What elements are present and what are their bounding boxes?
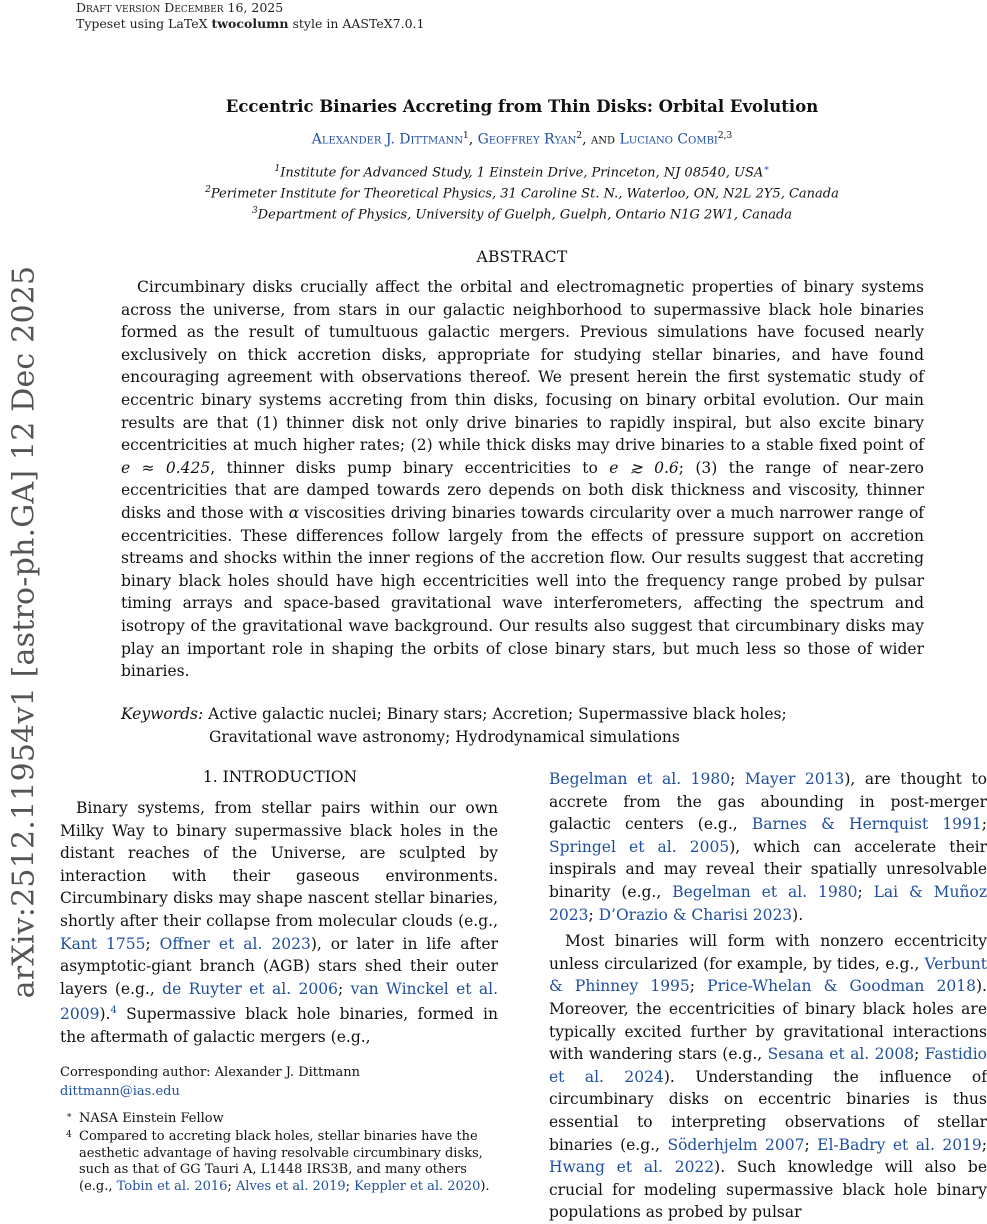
keywords-line: Active galactic nuclei; Binary stars; Accretion; Supermassive black holes; — [208, 705, 787, 723]
latex-logo: LaTeX — [168, 16, 208, 31]
citation-link[interactable]: Tobin et al. 2016 — [116, 1178, 228, 1194]
paragraph: Binary systems, from stellar pairs within our own Milky Way to binary supermassive black holes in the distant reaches of the Universe, are sculpted by interaction with their gaseous environments. Circumbinary disks may shape nascent stellar binaries, shortly after their collapse from molecular clouds (e.g., Kant 1755; Offner et al. 2023), or later in life after asymptotic-giant branch (AGB) stars shed their outer layers (e.g., de Ruyter et al. 2006; van Winckel et al. 2009).$^4$ Supermassive black hole binaries, formed in the aftermath of galactic mergers (e.g., — [60, 799, 499, 1047]
affiliation: $^1$Institute for Advanced Study, 1 Einstein Drive, Princeton, NJ 08540, USA∗ — [274, 164, 770, 181]
typeset-line: Typeset using LaTeX twocolumn style in AASTeX7.0.1 — [76, 16, 425, 31]
author-link[interactable]: Luciano Combi — [619, 131, 718, 148]
author-list: Alexander J. Dittmann$^1$, Geoffrey Ryan$^2$, and Luciano Combi$^{2,3}$ — [311, 131, 733, 148]
citation-link[interactable]: de Ruyter et al. 2006 — [162, 979, 338, 998]
math-inline: e ≈ 0.425 — [121, 458, 211, 477]
citation-link[interactable]: Mayer 2013 — [744, 770, 845, 788]
paragraph: Most binaries will form with nonzero eccentricity unless circularized (for example, by tides, e.g., Verbunt & Phinney 1995; Price-Whelan & Goodman 2018). Moreover, the eccentricities of binary black holes are typically excited further by gravitational interactions with wandering stars (e.g., Sesana et al. 2008; Fastidio et al. 2024). Understanding the influence of circumbinary disks on eccentric binaries is thus essential to interpreting observations of stellar binaries (e.g., Söderhjelm 2007; El-Badry et al. 2019; Hwang et al. 2022). Such knowledge will also be crucial for modeling supermassive black hole binary populations as probed by pulsar — [549, 932, 987, 1222]
affiliation: $^2$Perimeter Institute for Theoretical Physics, 31 Caroline St. N., Waterloo, ON, N2L 2Y5, Canada — [205, 185, 839, 202]
corresponding-author: Corresponding author: Alexander J. Dittmann — [60, 1065, 361, 1080]
citation-link[interactable]: Fastidio et al. 2024 — [549, 1045, 987, 1086]
math-inline: α — [288, 503, 300, 522]
footnotes — [60, 1063, 500, 1195]
arxiv-stamp — [2, 262, 46, 1002]
citation-link[interactable]: Lai & Muñoz 2023 — [549, 882, 987, 924]
citation-link[interactable]: Sesana et al. 2008 — [767, 1045, 915, 1064]
citation-link[interactable]: Price-Whelan & Goodman 2018 — [707, 977, 976, 996]
draft-version: Draft version December 16, 2025 — [76, 0, 284, 15]
citation-link[interactable]: Offner et al. 2023 — [159, 934, 311, 953]
citation-link[interactable]: Söderhjelm 2007 — [667, 1135, 805, 1154]
author-email-link[interactable]: dittmann@ias.edu — [60, 1084, 180, 1099]
citation-link[interactable]: Kant 1755 — [60, 934, 146, 953]
citation-link[interactable]: Barnes & Hernquist 1991 — [751, 815, 982, 834]
citation-link[interactable]: Begelman et al. 1980 — [672, 882, 858, 901]
keywords-line: Gravitational wave astronomy; Hydrodynamical simulations — [209, 727, 680, 746]
citation-link[interactable]: Hwang et al. 2022 — [549, 1158, 715, 1177]
citation-link[interactable]: Springel et al. 2005 — [549, 837, 730, 856]
section-heading: 1. INTRODUCTION — [202, 768, 358, 786]
citation-link[interactable]: Begelman et al. 1980 — [549, 770, 731, 788]
author-link[interactable]: Geoffrey Ryan — [477, 131, 577, 148]
running-header — [76, 0, 424, 32]
affiliation: $^3$Department of Physics, University of Guelph, Guelph, Ontario N1G 2W1, Canada — [251, 206, 793, 223]
citation-link[interactable]: El-Badry et al. 2019 — [817, 1135, 982, 1154]
right-column — [549, 768, 987, 1224]
fellow-footnote-link[interactable]: ∗ — [763, 164, 770, 174]
paper-title: Eccentric Binaries Accreting from Thin Disks: Orbital Evolution — [225, 97, 819, 116]
citation-link[interactable]: D’Orazio & Charisi 2023 — [598, 905, 793, 924]
author-link[interactable]: Alexander J. Dittmann — [311, 131, 463, 148]
abstract-heading: ABSTRACT — [476, 248, 568, 266]
arxiv-stamp-text: arXiv:2512.11954v1 [astro-ph.GA] 12 Dec 2025 — [6, 265, 42, 999]
footnote-link[interactable]: 4 — [110, 1005, 117, 1017]
left-column — [60, 797, 498, 1049]
paragraph-continued: Begelman et al. 1980; Mayer 2013), are thought to accrete from the gas abounding in post-merger galactic centers (e.g., Barnes & Hernquist 1991; Springel et al. 2005), which can accelerate their inspirals and may reveal their spatially unresolvable binarity (e.g., Begelman et al. 1980; Lai & Muñoz 2023; D’Orazio & Charisi 2023). — [549, 770, 987, 924]
keywords-block — [121, 703, 787, 748]
footnote-fellow: ∗ NASA Einstein Fellow — [66, 1111, 224, 1126]
math-inline: e ≳ 0.6 — [609, 458, 679, 477]
keywords-label: Keywords: — [121, 705, 204, 723]
citation-link[interactable]: Alves et al. 2019 — [235, 1178, 346, 1194]
citation-link[interactable]: Verbunt & Phinney 1995 — [549, 954, 987, 996]
abstract-body: Circumbinary disks crucially affect the orbital and electromagnetic properties of binary systems across the universe, from stars in our galactic neighborhood to supermassive black hole binaries formed as the result of tumultuous galactic mergers. Previous simulations have focused nearly exclusively on thick accretion disks, appropriate for studying stellar binaries, and have found encouraging agreement with observations thereof. We present herein the first systematic study of eccentric binary systems accreting from thin disks, focusing on binary orbital evolution. Our main results are that (1) thinner disk not only drive binaries to rapidly inspiral, but also excite binary eccentricities at much higher rates; (2) while thick disks may drive binaries to a stable fixed point of e ≈ 0.425, thinner disks pump binary eccentricities to e ≳ 0.6; (3) the range of near-zero eccentricities that are damped towards zero depends on both disk thickness and viscosity, thinner disks and those with α viscosities driving binaries towards circularity over a much narrower range of eccentricities. These differences follow largely from the effects of pressure support on accretion streams and shocks within the inner regions of the accretion flow. Our results suggest that accreting binary black holes should have high eccentricities well into the frequency range probed by pulsar timing arrays and space-based gravitational wave interferometers, affecting the spectrum and isotropy of the gravitational wave background. Our results also suggest that circumbinary disks may play an important role in shaping the orbits of close binary stars, but much less so those of wider binaries. — [121, 278, 925, 681]
citation-link[interactable]: Keppler et al. 2020 — [354, 1178, 481, 1194]
footnote-4: 4 Compared to accreting black holes, stellar binaries have the aesthetic advantage of having resolvable circumbinary disks, such as that of GG Tauri A, L1448 IRS3B, and many others (e.g., Tobin et al. 2016; Alves et al. 2019; Keppler et al. 2020). — [66, 1129, 490, 1194]
citation-link[interactable]: van Winckel et al. 2009 — [60, 979, 499, 1024]
